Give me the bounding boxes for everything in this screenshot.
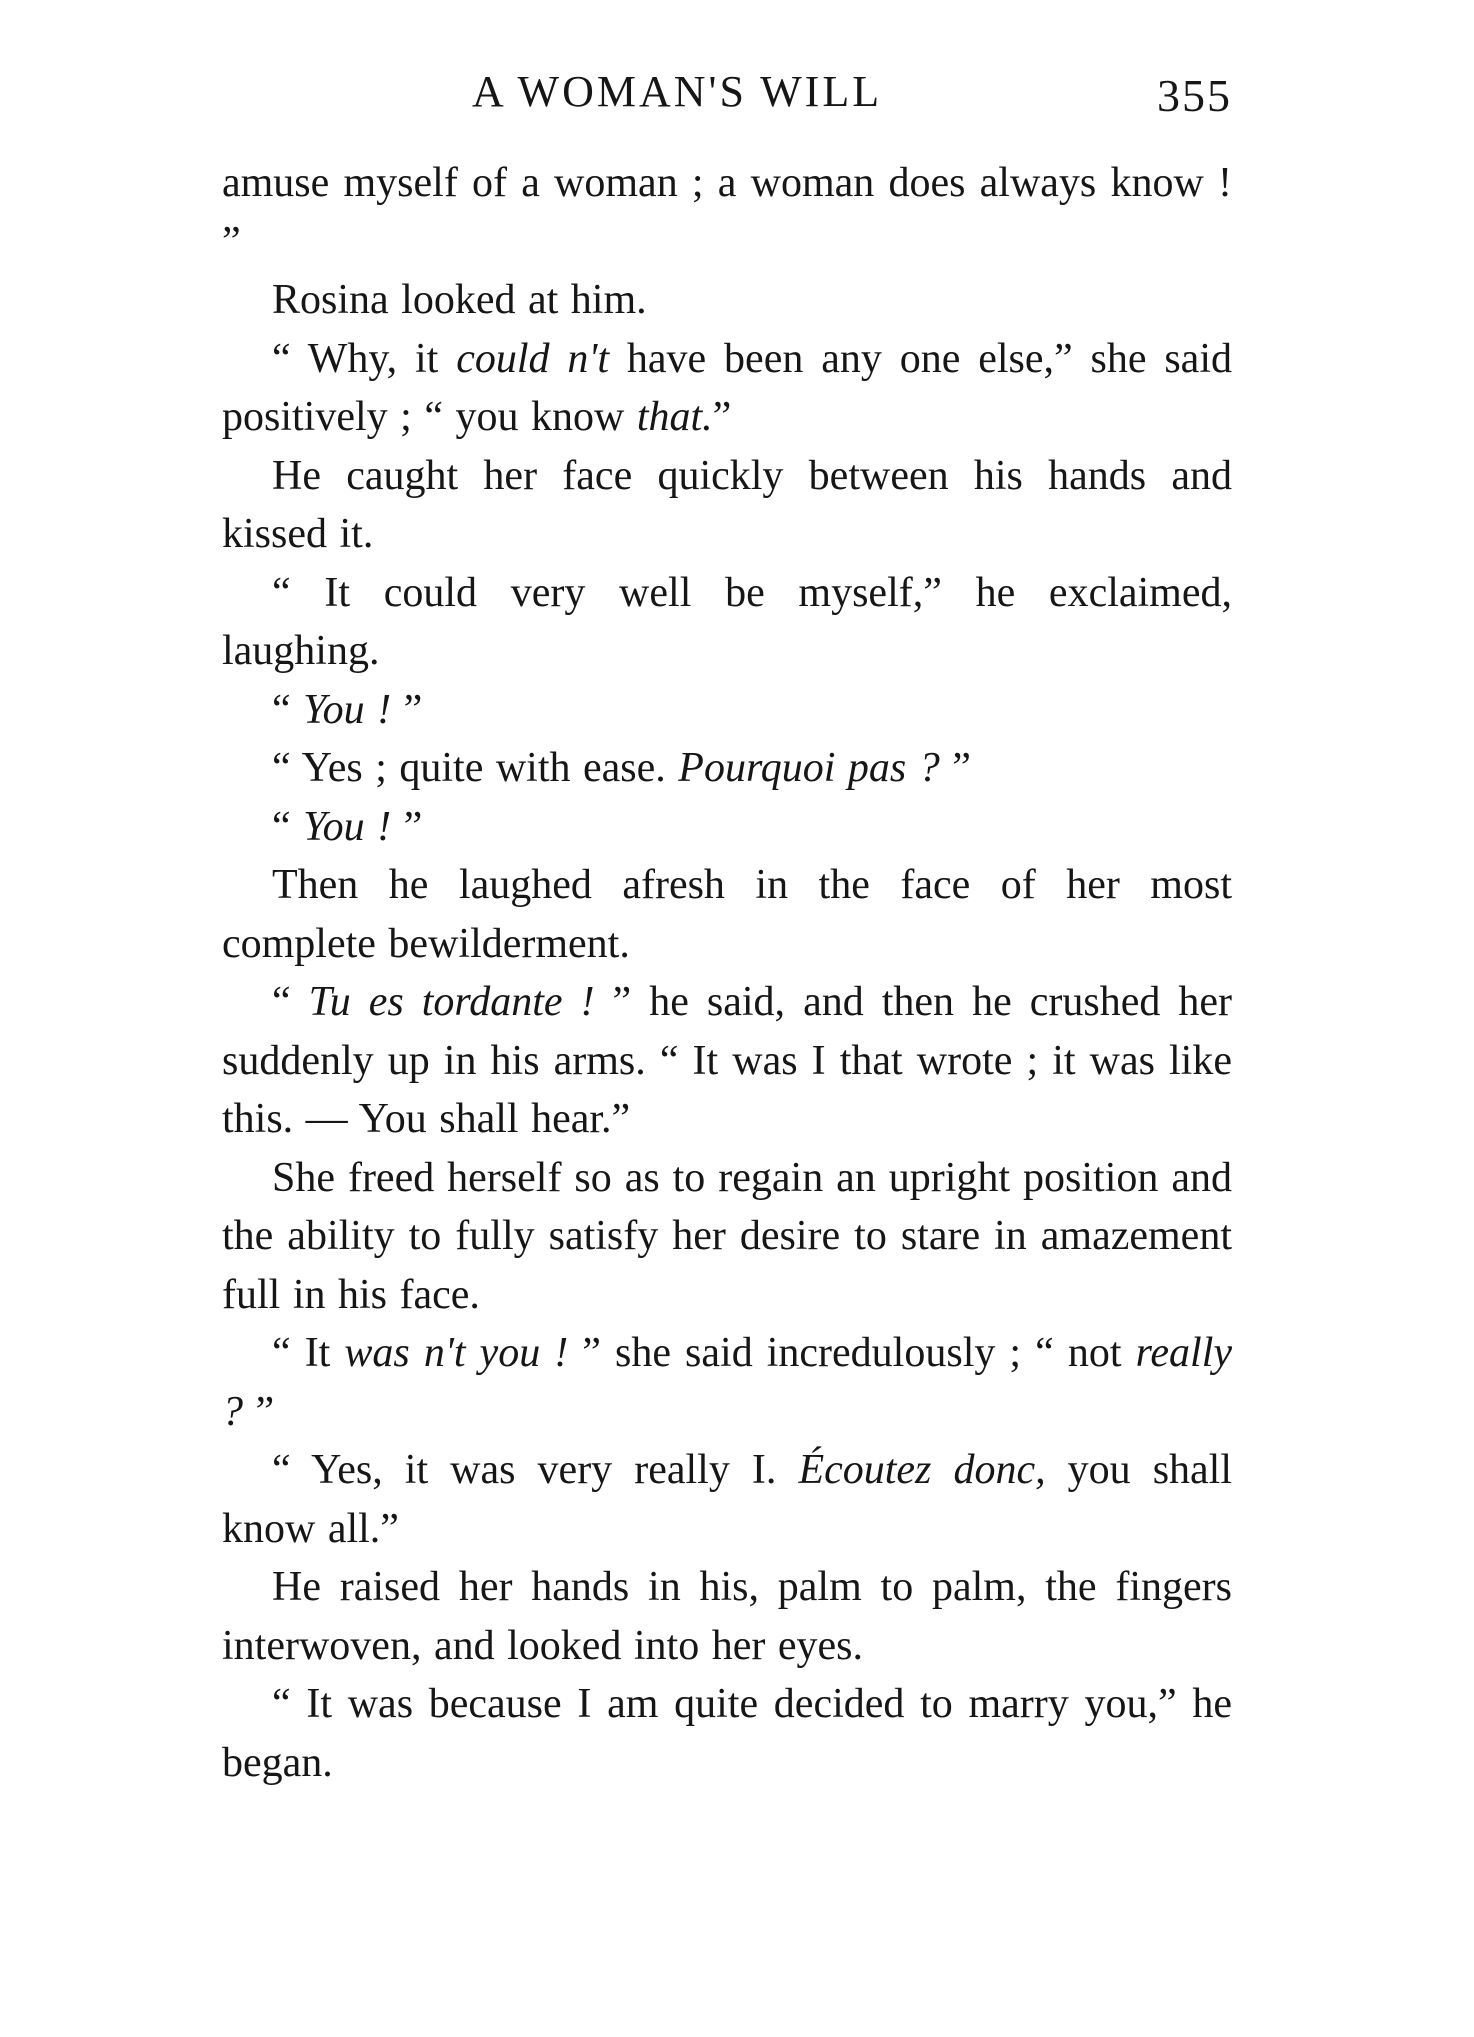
page-header <box>222 62 1232 122</box>
paragraph: Rosina looked at him. <box>272 277 647 323</box>
running-title: A WOMAN'S WILL <box>472 67 883 116</box>
paragraph: “ It was n't you ! ” she said incredulously ; “ not really ? ” <box>222 1330 1233 1435</box>
paragraph: She freed herself so as to regain an upright position and the ability to fully satisfy her desire to stare in amazement full in his face. <box>222 1154 1232 1318</box>
paragraph: “ You ! ” <box>272 686 423 733</box>
page-number: 355 <box>1157 70 1232 121</box>
paragraph: “ Why, it could n't have been any one else,” she said positively ; “ you know that.” <box>222 335 1232 440</box>
paragraph: amuse myself of a woman ; a woman does always know ! ” <box>222 160 1232 265</box>
paragraph: “ You ! ” <box>272 803 423 850</box>
paragraph: He caught her face quickly between his hands and kissed it. <box>222 452 1232 557</box>
paragraph: “ Yes, it was very really I. Écoutez donc, you shall know all.” <box>222 1447 1233 1552</box>
paragraph: “ Yes ; quite with ease. Pourquoi pas ? ” <box>272 745 971 791</box>
paragraph: He raised her hands in his, palm to palm, the fingers interwoven, and looked into her eyes. <box>222 1564 1232 1669</box>
body-text <box>222 154 1232 1792</box>
paragraph: “ Tu es tordante ! ” he said, and then he crushed her suddenly up in his arms. “ It was I that wrote ; it was like this. — You shall hear.” <box>222 979 1232 1142</box>
paragraph: “ It was because I am quite decided to marry you,” he began. <box>222 1681 1232 1786</box>
paragraph: “ It could very well be myself,” he exclaimed, laughing. <box>222 569 1232 674</box>
paragraph: Then he laughed afresh in the face of her most complete bewilderment. <box>222 862 1232 967</box>
